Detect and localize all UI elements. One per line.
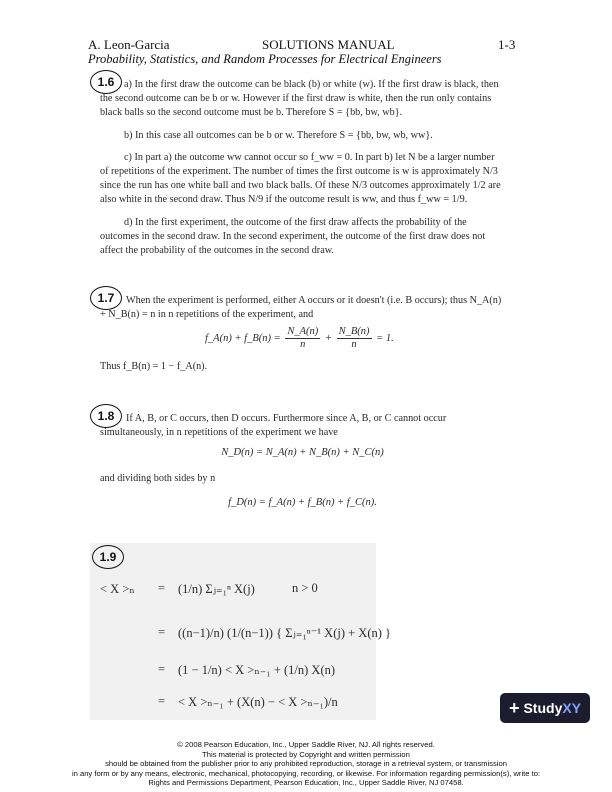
fraction-denominator: n [300, 339, 306, 350]
fraction-numerator: N_A(n) [287, 326, 319, 337]
equation-line-2: ((n−1)/n) (1/(n−1)) { Σⱼ₌₁ⁿ⁻¹ X(j) + X(n) } [178, 626, 392, 640]
fraction-nb [337, 326, 372, 351]
badge-study: Study [523, 700, 563, 716]
problem-1-6-part-c: c) In part a) the outcome ww cannot occur so f_ww = 0. In part b) let N be a larger number of repetitions of the experiment. The number of times the first outcome is w is approximately N/3 since the run has one white ball and two black balls. Of these N/3 outcomes approximately 1/2 are also white in the second draw. Thus N/9 if the outcome result is ww, and thus f_ww = 1/9. [100, 151, 501, 206]
eq-rhs: = 1. [376, 332, 394, 344]
badge-label [523, 700, 581, 716]
avg-lhs: < X >ₙ [100, 582, 135, 596]
header-page-number: 1-3 [498, 37, 516, 52]
problem-label-1-8: 1.8 [90, 404, 122, 428]
footer-line-2: This material is protected by Copyright and written permission [202, 749, 410, 759]
eq-lhs: f_A(n) + f_B(n) = [205, 332, 281, 344]
problem-1-8-equation-1: N_D(n) = N_A(n) + N_B(n) + N_C(n) [221, 447, 384, 458]
equals-sign: = [158, 625, 166, 639]
header-book-title: Probability, Statistics, and Random Processes for Electrical Engineers [88, 52, 442, 66]
plus-icon: + [508, 697, 520, 718]
header-manual: SOLUTIONS MANUAL [262, 37, 395, 52]
equals-sign: = [158, 694, 166, 708]
fraction-denominator: n [351, 339, 357, 350]
problem-label-1-9: 1.9 [92, 545, 124, 569]
equation-condition: n > 0 [292, 581, 318, 595]
footer-line-3: should be obtained from the publisher prior to any prohibited reproduction, storage in a retrieval system, or transmission [105, 759, 507, 769]
problem-1-7-conclusion: Thus f_B(n) = 1 − f_A(n). [100, 361, 208, 372]
footer-copyright [0, 740, 612, 788]
problem-label-1-7: 1.7 [90, 286, 122, 310]
footer-line-1: © 2008 Pearson Education, Inc., Upper Saddle River, NJ. All rights reserved. [177, 740, 435, 749]
problem-1-8-middle-text: and dividing both sides by n [100, 473, 216, 484]
equals-sign: = [158, 581, 166, 595]
problem-1-8-equation-2: f_D(n) = f_A(n) + f_B(n) + f_C(n). [228, 497, 377, 508]
problem-1-8-text: If A, B, or C occurs, then D occurs. Furthermore since A, B, or C cannot occur simultaneously, in n repetitions of the experiment we have [100, 413, 447, 439]
problem-1-6-part-a: a) In the first draw the outcome can be black (b) or white (w). If the first draw is black, then the second outcome can be b or w. However if the first draw is white, then the run only contains black balls so the second outcome must be b. Therefore S = {bb, bw, wb}. [100, 79, 499, 119]
problem-1-7-equation [205, 326, 505, 351]
problem-1-7-text: When the experiment is performed, either A occurs or it doesn't (i.e. B occurs); thus N_A(n) + N_B(n) = n in n repetitions of the experiment, and [100, 295, 502, 321]
problem-label-1-6: 1.6 [90, 70, 122, 94]
equals-sign: = [158, 662, 166, 676]
problem-1-6-part-d: d) In the first experiment, the outcome of the first draw affects the probability of the outcomes in the second draw. In the second experiment, the outcome of the first draw does not affect the probability of the outcomes in the second draw. [100, 216, 486, 257]
fraction-na [285, 326, 320, 351]
badge-xy: XY [562, 700, 582, 716]
problem-1-6-part-b: b) In this case all outcomes can be b or w. Therefore S = {bb, bw, wb, ww}. [124, 129, 433, 141]
footer-line-5: Rights and Permissions Department, Pearson Education, Inc., Upper Saddle River, NJ 07458. [148, 778, 464, 788]
equation-line-4: < X >ₙ₋₁ + (X(n) − < X >ₙ₋₁)/n [178, 695, 338, 709]
equation-line-1: (1/n) Σⱼ₌₁ⁿ X(j) [178, 582, 255, 596]
plus-sign: + [324, 332, 332, 344]
problem-1-6 [100, 78, 505, 266]
studyxy-badge[interactable] [500, 693, 590, 723]
fraction-numerator: N_B(n) [338, 326, 370, 337]
header-author: A. Leon-Garcia [88, 37, 170, 52]
equation-line-3: (1 − 1/n) < X >ₙ₋₁ + (1/n) X(n) [178, 663, 336, 677]
footer-line-4: in any form or by any means, electronic, mechanical, photocopying, recording, or likewise. For information regarding permission(s), write to: [71, 768, 541, 778]
